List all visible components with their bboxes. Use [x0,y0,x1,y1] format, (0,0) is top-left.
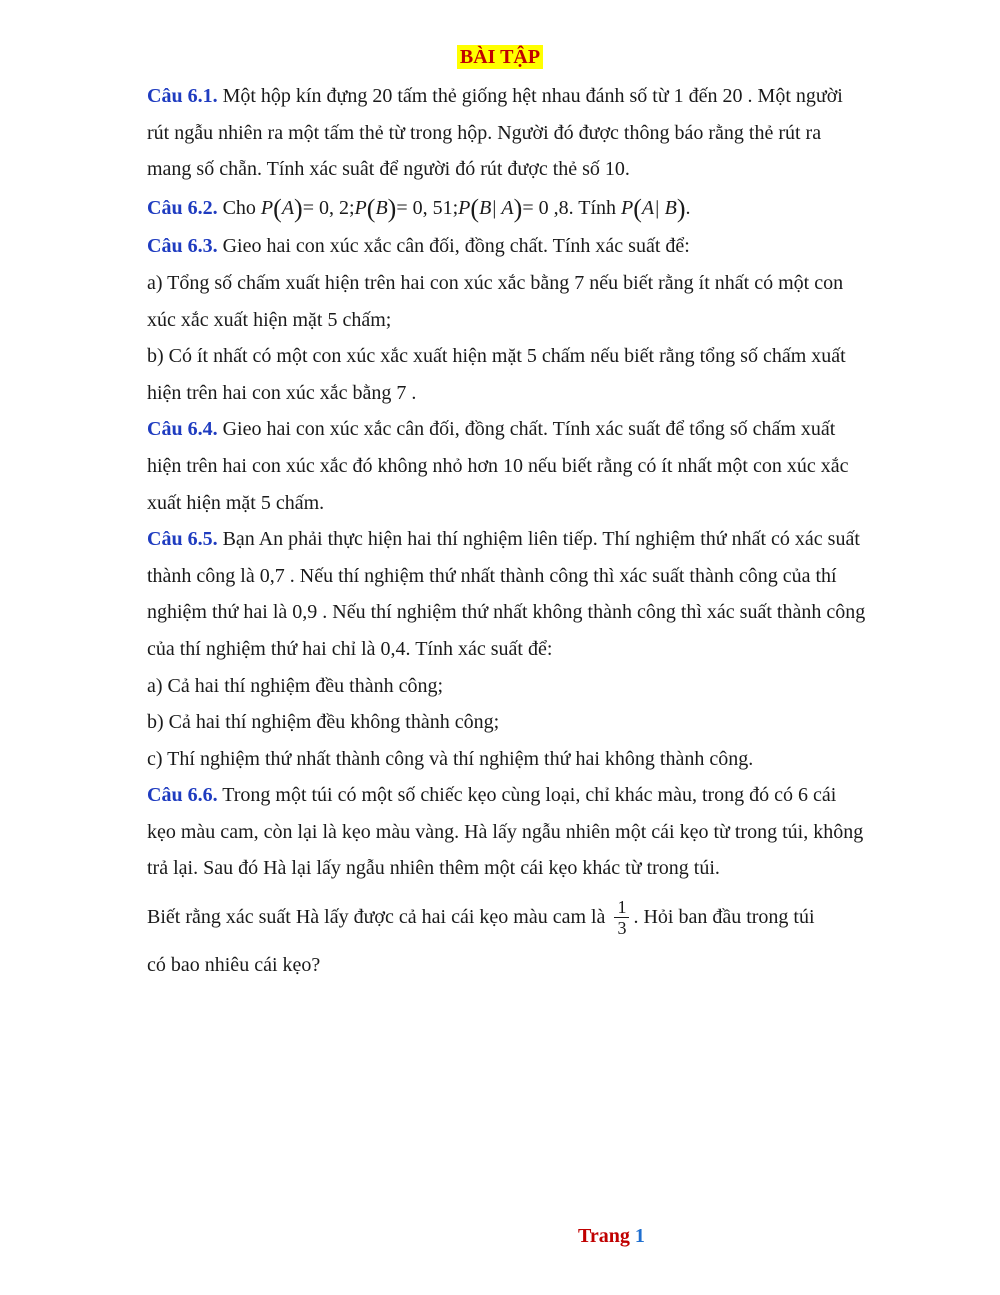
question-text: ,8. Tính [548,196,622,219]
sub-question-a: a) Tổng số chấm xuất hiện trên hai con xúc xắc bằng 7 nếu biết rằng ít nhất có một con xúc xắc xuất hiện mặt 5 chấm; [147,271,844,331]
question-6-6 [147,777,867,887]
page-title [0,46,1000,69]
question-label: Câu 6.5. [147,528,218,551]
question-6-6-end: có bao nhiêu cái kẹo? [147,954,321,977]
page-footer [578,1225,645,1248]
question-6-4 [147,411,867,521]
question-label: Câu 6.1. [147,85,218,107]
sub-question-b: b) Cả hai thí nghiệm đều không thành công; [147,711,500,734]
question-label: Câu 6.4. [147,418,218,441]
exercise-content [147,78,867,984]
question-text: Gieo hai con xúc xắc cân đối, đồng chất. Tính xác suất để: [217,235,690,258]
question-6-5 [147,521,867,667]
question-text: Một hộp kín đựng 20 tấm thẻ giống hệt nhau đánh số từ 1 đến 20 . Một người rút ngẫu nhiên ra một tấm thẻ từ trong hộp. Người đó được thông báo rằng thẻ rút ra mang số chẵn. Tính xác suât để người đó rút được thẻ số 10. [147,85,843,181]
question-text: Gieo hai con xúc xắc cân đối, đồng chất. Tính xác suất để tổng số chấm xuất hiện trên hai con xúc xắc đó không nhỏ hơn 10 nếu biết rằng có ít nhất một con xúc xắc xuất hiện mặt 5 chấm. [147,418,849,514]
question-6-1 [147,78,867,188]
page-label: Trang [578,1225,630,1247]
fraction [614,897,629,938]
question-text: Cho [217,196,261,219]
question-label: Câu 6.3. [147,235,218,258]
fraction-numerator: 1 [614,897,629,918]
question-6-3 [147,228,867,265]
question-6-6-continued: Biết rằng xác suất Hà lấy được cả hai cái kẹo màu cam là $\frac{1}{3}$ . Hỏi ban đầu trong túi [147,896,815,938]
question-6-2: Câu 6.2. Cho P(A)= 0, 2;P(B)= 0, 51;P(B| A)= 0 ,8. Tính P(A| B). [147,193,691,223]
page-number: 1 [634,1225,645,1247]
question-text: Trong một túi có một số chiếc kẹo cùng loại, chỉ khác màu, trong đó có 6 cái kẹo màu cam, còn lại là kẹo màu vàng. Hà lấy ngẫu nhiên một cái kẹo từ trong túi, không trả lại. Sau đó Hà lại lấy ngẫu nhiên thêm một cái kẹo khác từ trong túi. [147,784,864,880]
question-text: Bạn An phải thực hiện hai thí nghiệm liên tiếp. Thí nghiệm thứ nhất có xác suất thành công là 0,7 . Nếu thí nghiệm thứ nhất thành công thì xác suất thành công của thí nghiệm thứ hai là 0,9 . Nếu thí nghiệm thứ nhất không thành công thì xác suất thành công của thí nghiệm thứ hai chỉ là 0,4. Tính xác suất để: [147,528,866,660]
question-label: Câu 6.6. [147,784,218,807]
formula: P(A| B) [621,193,686,223]
sub-question-b: b) Có ít nhất có một con xúc xắc xuất hiện mặt 5 chấm nếu biết rằng tổng số chấm xuất hiện trên hai con xúc xắc bằng 7 . [147,345,846,404]
sub-question-a: a) Cả hai thí nghiệm đều thành công; [147,674,444,697]
fraction-denominator: 3 [617,917,627,938]
sub-question-c: c) Thí nghiệm thứ nhất thành công và thí nghiệm thứ hai không thành công. [147,747,754,770]
page-title-text: BÀI TẬP [457,45,543,69]
formula: P(A)= 0, 2;P(B)= 0, 51;P(B| A)= 0 [260,193,549,223]
question-label: Câu 6.2. [147,196,218,219]
